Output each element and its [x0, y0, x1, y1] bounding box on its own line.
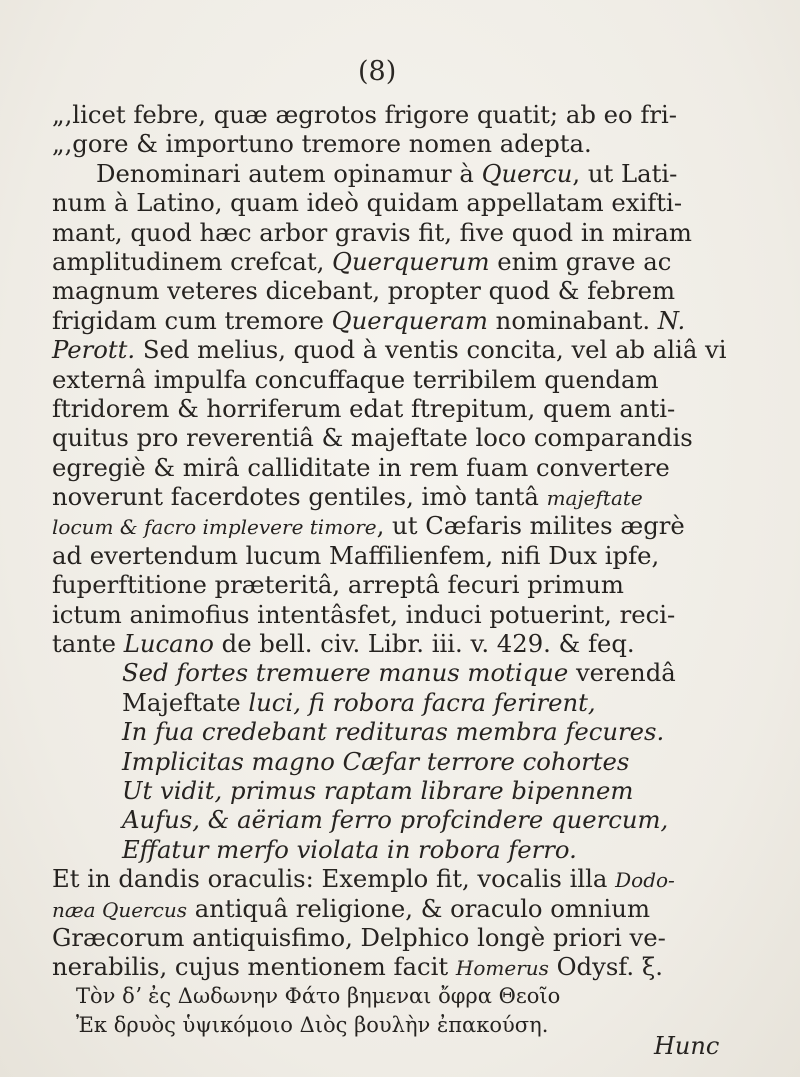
text-run: ictum animofius intentâsfet, induci potuerint, reci- [52, 599, 676, 629]
text-run: næa Quercus [52, 897, 187, 922]
text-run: N. [657, 305, 686, 335]
text-run: Majeftate [122, 687, 249, 717]
lines-line [52, 541, 752, 570]
text-run: nerabilis, cujus mentionem facit [52, 952, 456, 982]
text-run: Effatur merfo violata in robora ferro. [122, 834, 577, 864]
text-run: amplitudinem crefcat, [52, 246, 333, 276]
text-run: Græcorum antiquisfimo, Delphico longè priori ve- [52, 922, 666, 952]
verse-line [52, 805, 752, 834]
lines-line [52, 247, 752, 276]
text-run: Dodo- [615, 868, 675, 893]
text-run: tante [52, 629, 124, 659]
text-run: Denominari autem opinamur à [96, 158, 482, 188]
text-run: Aufus, & aëriam ferro profcindere quercum, [122, 805, 669, 835]
greek-line: Ἐκ δρυὸς ὑψικόμοιο Διὸς βουλὴν ἐπακούση. [76, 1013, 549, 1038]
greek-quotation [52, 982, 752, 1041]
verse-line [52, 658, 752, 687]
lines-line [52, 629, 752, 658]
text-run: noverunt facerdotes gentiles, imò tantâ [52, 482, 547, 512]
text-run: „,gore & importuno tremore nomen adepta. [52, 129, 592, 159]
verse-line [52, 688, 752, 717]
text-run: Querquerum [332, 246, 490, 276]
text-run: Sed melius, quod à ventis concita, vel ab aliâ vi [135, 335, 727, 365]
lines-line [52, 511, 752, 540]
lines-line [52, 306, 752, 335]
verse-line [52, 776, 752, 805]
text-run: locum & facro implevere timore [52, 515, 377, 540]
text-run: Quercu [481, 158, 573, 188]
text-run: nominabant. [487, 305, 658, 335]
text-run: Querqueram [331, 305, 488, 335]
lines-line [52, 365, 752, 394]
after-line [52, 894, 752, 923]
text-run: Implicitas magno Cæfar terrore cohortes [122, 746, 630, 776]
text-run: ftridorem & horriferum edat ftrepitum, quem anti- [52, 393, 676, 423]
text-run: Odysf. ξ. [548, 952, 663, 982]
text-run: Ut vidit, primus raptam librare bipennem [122, 775, 634, 805]
lines-line [52, 129, 752, 158]
text-run: antiquâ religione, & oraculo omnium [186, 893, 650, 923]
text-run: Sed fortes tremuere manus motique [122, 658, 569, 688]
text-run: , ut Lati- [572, 158, 678, 188]
text-run: „,licet febre, quæ ægrotos frigore quatit; ab eo fri- [52, 100, 677, 129]
lines-line [52, 100, 752, 129]
text-run: Homerus [455, 956, 549, 981]
lines-line [52, 159, 752, 188]
lines-line [52, 453, 752, 482]
after-line [52, 952, 752, 981]
text-run: verendâ [568, 658, 676, 688]
lines-line [52, 482, 752, 511]
greek-line: Τὸν δʼ ἐς Δωδωνην Φάτο βημεναι ὄφρα Θεοῖο [76, 983, 561, 1008]
lines-line [52, 423, 752, 452]
verse-line [52, 717, 752, 746]
text-run: , ut Cæfaris milites ægrè [376, 511, 685, 541]
page-number: (8) [358, 56, 397, 87]
text-run: Perott. [52, 335, 136, 365]
text-run: Et in dandis oraculis: Exemplo fit, vocalis illa [52, 864, 616, 894]
verse-line [52, 747, 752, 776]
catchword: Hunc [654, 1032, 720, 1060]
text-run: mant, quod hæc arbor gravis fit, five quod in miram [52, 217, 692, 247]
after-line [52, 923, 752, 952]
prose-block [52, 100, 752, 658]
body-text [52, 100, 752, 1041]
after-line [52, 864, 752, 893]
text-run: magnum veteres dicebant, propter quod & febrem [52, 276, 676, 306]
text-run: egregiè & mirâ calliditate in rem fuam convertere [52, 452, 670, 482]
text-run: frigidam cum tremore [52, 305, 332, 335]
lines-line [52, 335, 752, 364]
text-run: quitus pro reverentiâ & majeftate loco comparandis [52, 423, 693, 453]
text-run: luci, fi robora facra ferirent, [248, 687, 596, 717]
text-run: fuperftitione præteritâ, arreptâ fecuri primum [52, 570, 624, 600]
text-run: majeftate [546, 486, 643, 511]
text-run: ad evertendum lucum Maffilienfem, nifi Dux ipfe, [52, 540, 660, 570]
prose-continuation [52, 864, 752, 982]
lines-line [52, 394, 752, 423]
lines-line [52, 188, 752, 217]
text-run: enim grave ac [489, 246, 672, 276]
verse-quotation [52, 658, 752, 864]
lines-line [52, 570, 752, 599]
lines-line [52, 218, 752, 247]
text-run: num à Latino, quam ideò quidam appellatam exifti- [52, 188, 683, 218]
text-run: externâ impulfa concuffaque terribilem quendam [52, 364, 659, 394]
text-run: Lucano [123, 629, 214, 659]
lines-line [52, 600, 752, 629]
text-run: de bell. civ. Libr. iii. v. 429. & feq. [213, 629, 635, 659]
lines-line [52, 276, 752, 305]
text-run: In fua credebant redituras membra fecures. [122, 717, 665, 747]
verse-line [52, 835, 752, 864]
